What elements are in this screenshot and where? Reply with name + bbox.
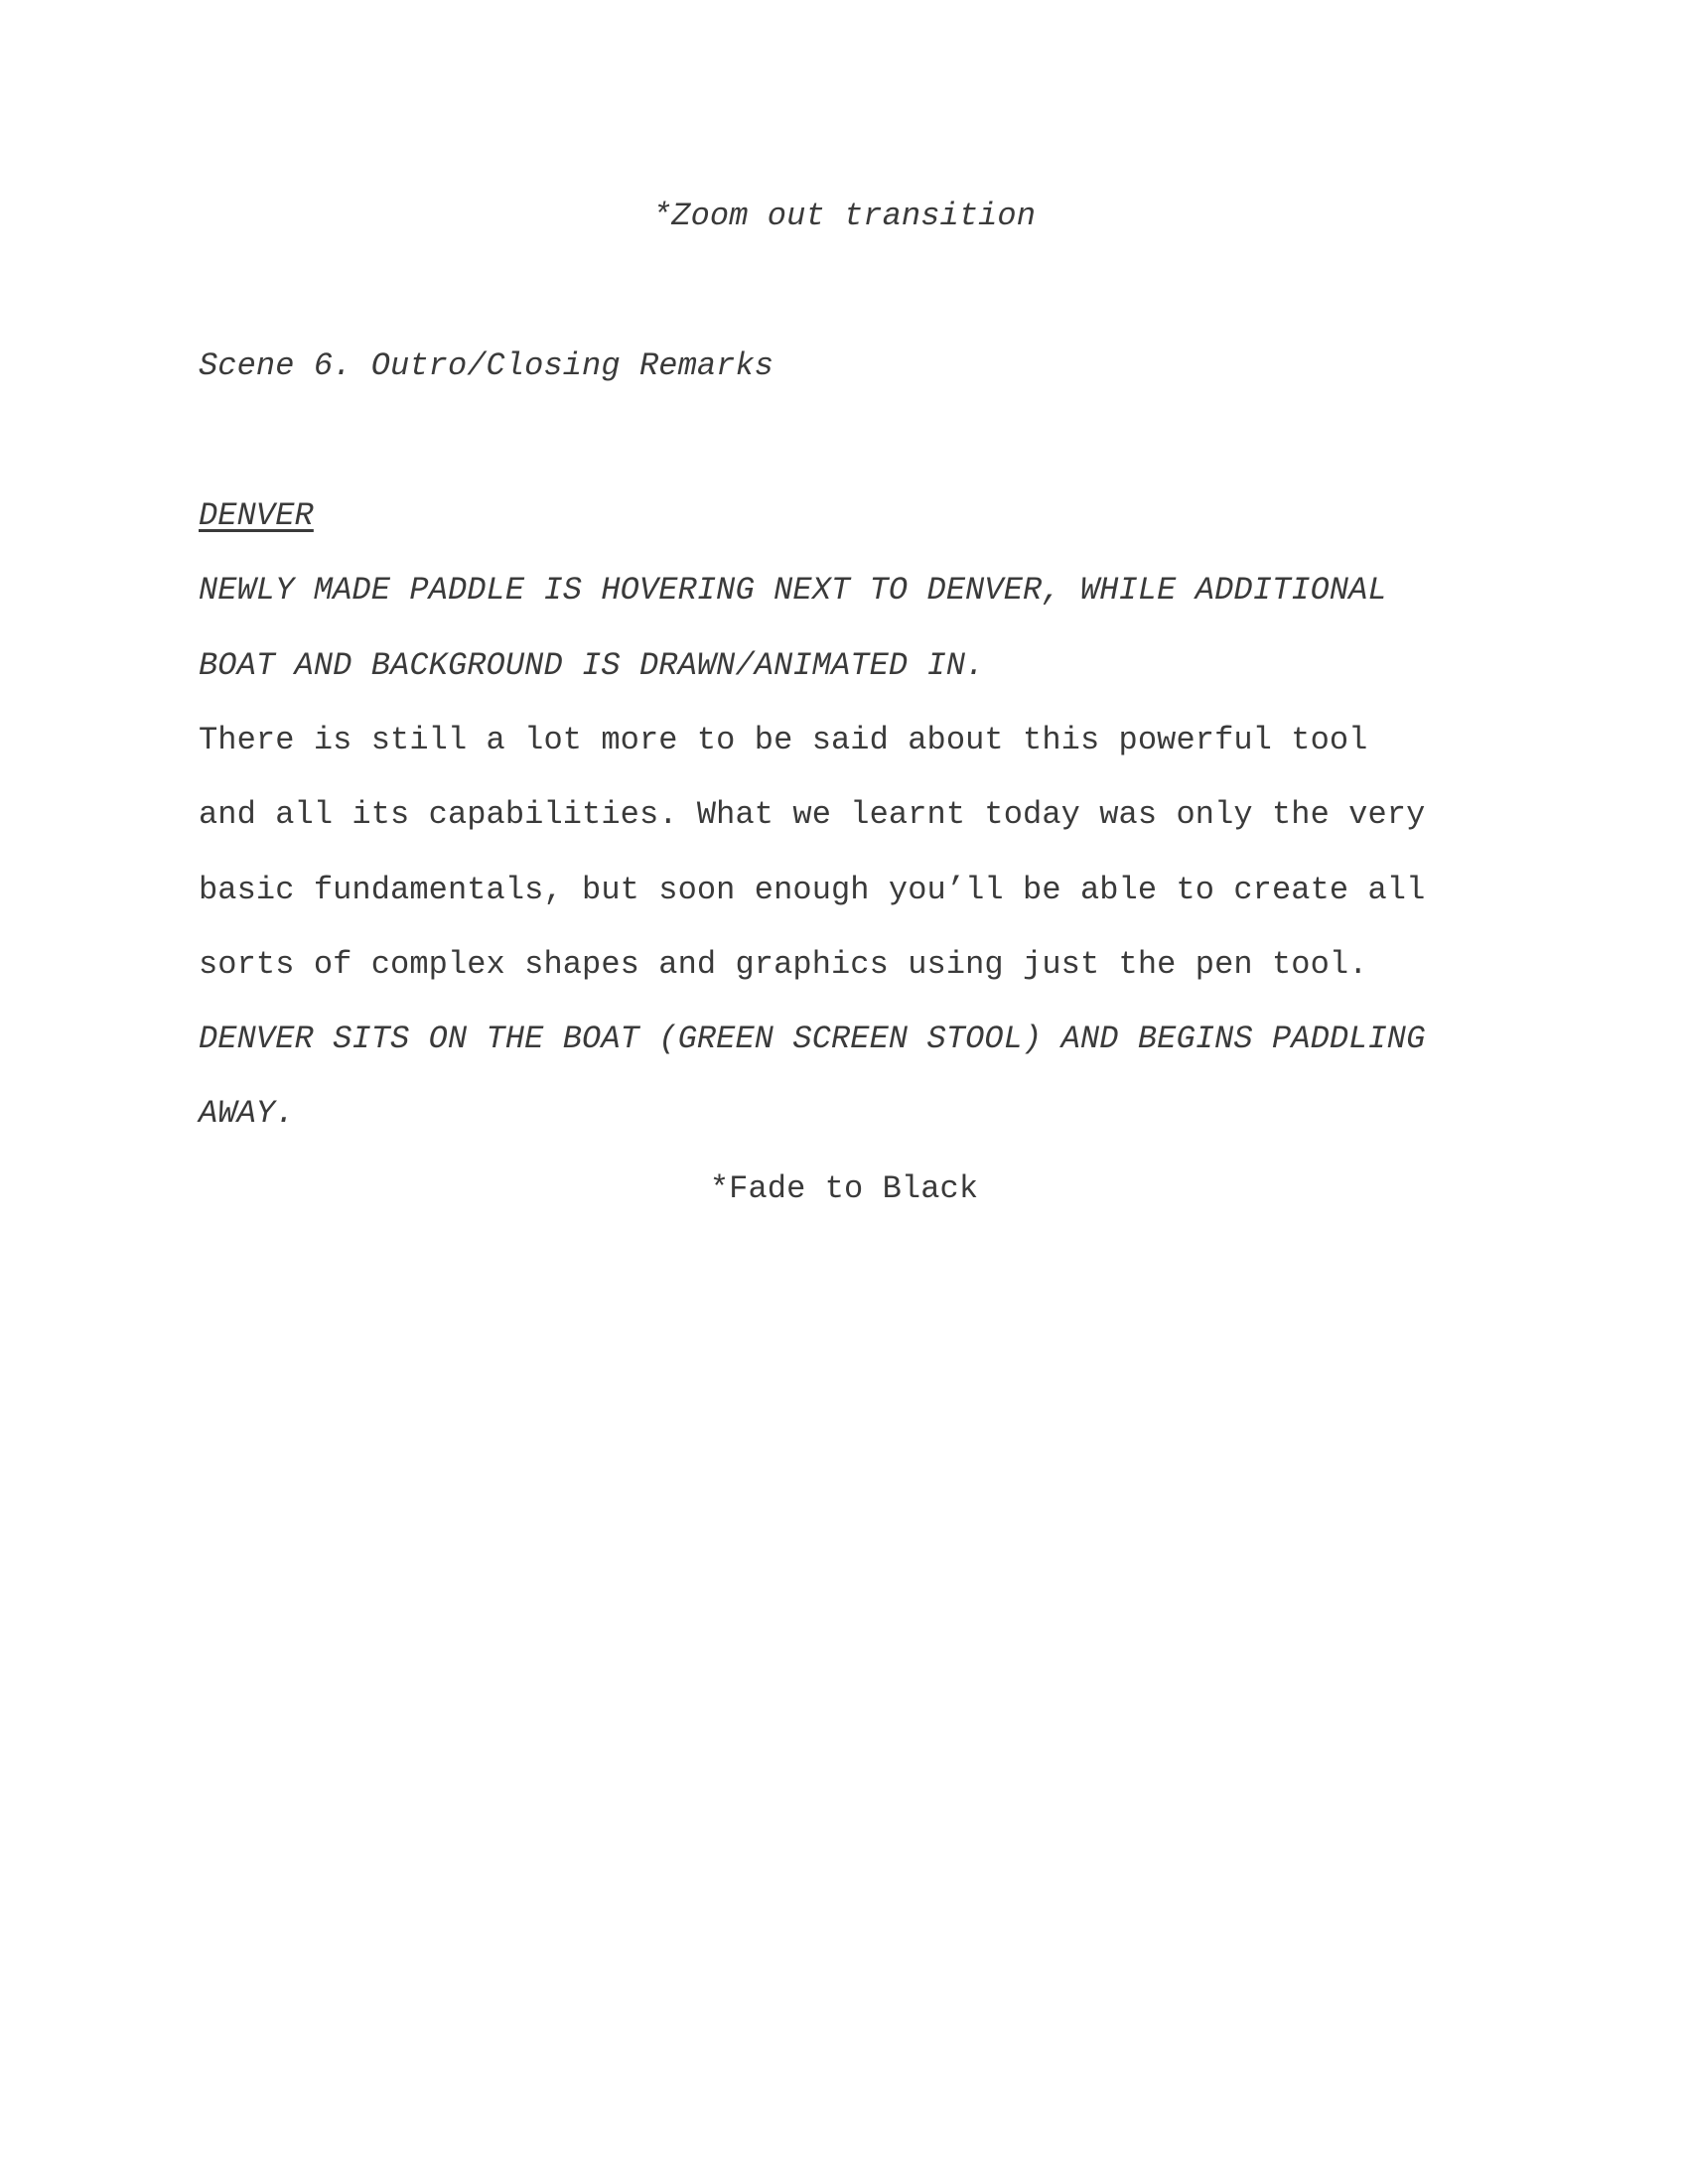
transition-zoom-out: *Zoom out transition <box>651 198 1037 234</box>
transition-fade-to-black: *Fade to Black <box>709 1170 979 1207</box>
character-name: DENVER <box>199 497 314 534</box>
action-line: AWAY. <box>199 1095 295 1132</box>
action-line: BOAT AND BACKGROUND IS DRAWN/ANIMATED IN. <box>199 647 985 684</box>
scene-heading: Scene 6. Outro/Closing Remarks <box>199 347 774 384</box>
dialogue-line: There is still a lot more to be said about this powerful tool <box>199 722 1368 758</box>
dialogue-line: and all its capabilities. What we learnt today was only the very <box>199 796 1426 833</box>
dialogue-line: sorts of complex shapes and graphics using just the pen tool. <box>199 946 1368 983</box>
dialogue-line: basic fundamentals, but soon enough you’ll be able to create all <box>199 872 1426 908</box>
action-line: DENVER SITS ON THE BOAT (GREEN SCREEN STOOL) AND BEGINS PADDLING <box>199 1021 1426 1057</box>
action-line: NEWLY MADE PADDLE IS HOVERING NEXT TO DENVER, WHILE ADDITIONAL <box>199 572 1387 609</box>
